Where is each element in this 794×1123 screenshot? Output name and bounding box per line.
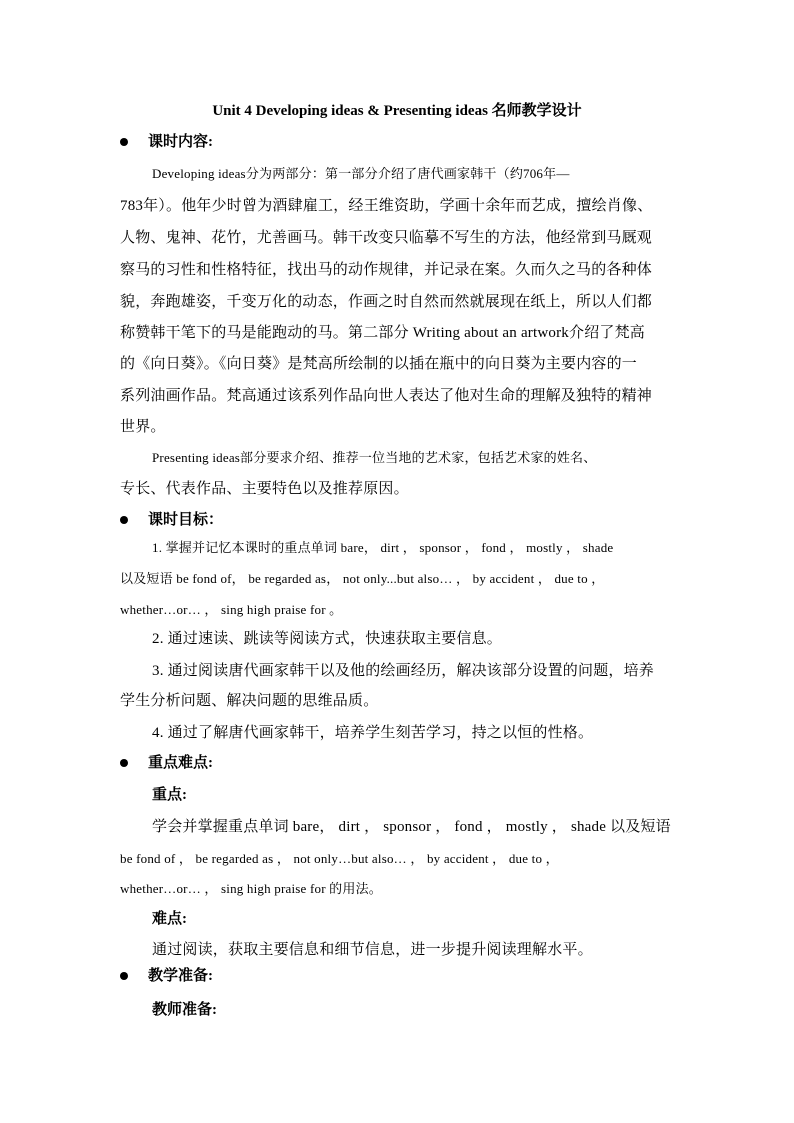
goal-line-7: 4. 通过了解唐代画家韩干，培养学生刻苦学习，持之以恒的性格。 [152, 725, 594, 741]
bullet-icon [120, 972, 128, 980]
key-line-3: whether…or… ， sing high praise for 的用法。 [120, 881, 382, 896]
section-heading-content-label: 课时内容: [148, 134, 213, 150]
section-heading-content [120, 131, 213, 153]
presenting-line-2: 专长、代表作品、主要特色以及推荐原因。 [120, 481, 409, 497]
subheading-teacher-prep: 教师准备: [152, 1002, 217, 1018]
section-heading-goals [120, 509, 223, 531]
content-line-2: 783年）。他年少时曾为酒肆雇工，经王维资助，学画十余年而艺成，擅绘肖像、 [120, 198, 653, 214]
goal-line-2: 以及短语 be fond of， be regarded as， not only...but also… ， by accident ， due to ， [120, 571, 605, 586]
content-line-9: 世界。 [120, 419, 166, 435]
content-line-4: 察马的习性和性格特征，找出马的动作规律，并记录在案。久而久之马的各种体 [120, 262, 653, 278]
key-line-2: be fond of ， be regarded as ， not only…but also… ， by accident ， due to ， [120, 851, 559, 866]
bullet-icon [120, 516, 128, 524]
goal-line-6: 学生分析问题、解决问题的思维品质。 [120, 693, 379, 709]
content-line-5: 貌，奔跑雄姿，千变万化的动态，作画之时自然而然就展现在纸上，所以人们都 [120, 294, 653, 310]
section-heading-goals-label: 课时目标： [148, 512, 224, 528]
goal-line-5: 3. 通过阅读唐代画家韩干以及他的绘画经历，解决该部分设置的问题，培养 [152, 663, 655, 679]
bullet-icon [120, 759, 128, 767]
section-heading-key [120, 752, 213, 774]
document-title: Unit 4 Developing ideas & Presenting ideas 名师教学设计 [212, 103, 582, 119]
key-line-1: 学会并掌握重点单词 bare， dirt ， sponsor ， fond ， mostly ， shade 以及短语 [152, 819, 671, 835]
subheading-key-points: 重点: [152, 787, 187, 803]
content-line-3: 人物、鬼神、花竹，尤善画马。韩干改变只临摹不写生的方法，他经常到马厩观 [120, 230, 653, 246]
goal-line-3: whether…or… ， sing high praise for 。 [120, 602, 343, 617]
content-line-1: Developing ideas分为两部分：第一部分介绍了唐代画家韩干（约706年— [152, 166, 570, 181]
section-heading-prep [120, 965, 213, 987]
goal-line-4: 2. 通过速读、跳读等阅读方式，快速获取主要信息。 [152, 631, 503, 647]
content-line-7: 的《向日葵》。《向日葵》是梵高所绘制的以插在瓶中的向日葵为主要内容的一 [120, 356, 638, 372]
section-heading-key-label: 重点难点: [148, 755, 213, 771]
goal-line-1: 1. 掌握并记忆本课时的重点单词 bare， dirt ， sponsor ， fond ， mostly ， shade [152, 540, 614, 555]
subheading-difficulties: 难点: [152, 911, 187, 927]
difficulty-line-1: 通过阅读，获取主要信息和细节信息，进一步提升阅读理解水平。 [152, 942, 593, 958]
bullet-icon [120, 138, 128, 146]
presenting-line-1: Presenting ideas部分要求介绍、推荐一位当地的艺术家，包括艺术家的姓名、 [152, 450, 597, 465]
section-heading-prep-label: 教学准备: [148, 968, 213, 984]
content-line-6: 称赞韩干笔下的马是能跑动的马。第二部分 Writing about an artwork介绍了梵高 [120, 325, 645, 341]
content-line-8: 系列油画作品。梵高通过该系列作品向世人表达了他对生命的理解及独特的精神 [120, 388, 653, 404]
